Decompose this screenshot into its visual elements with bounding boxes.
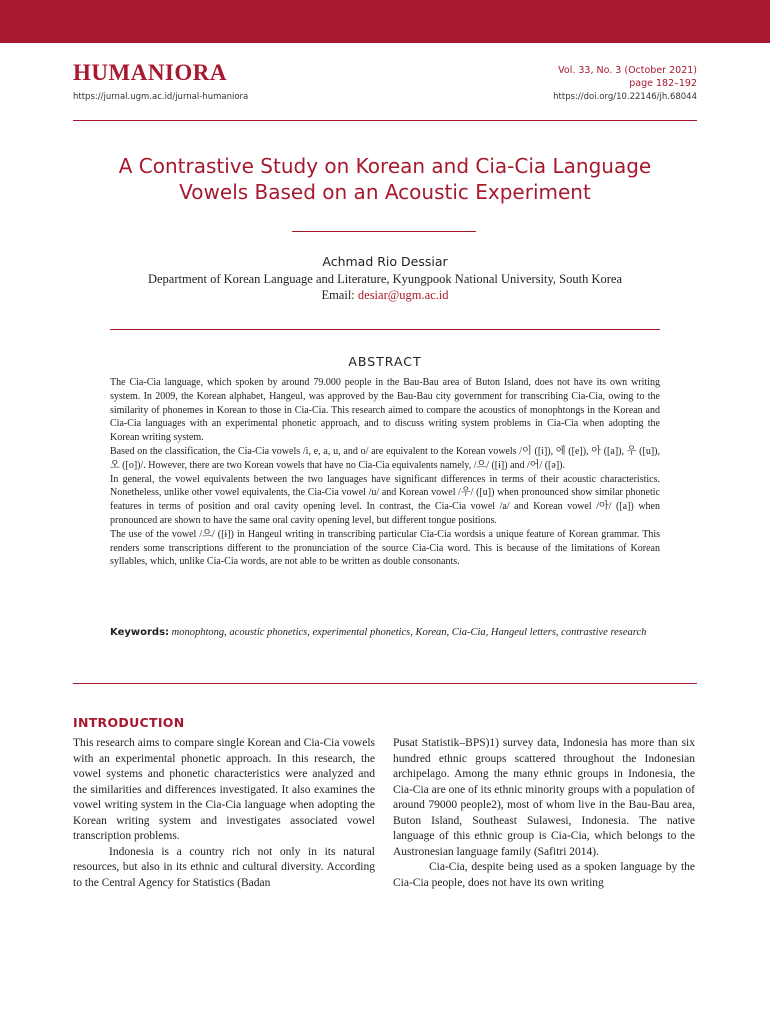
volume-info (558, 64, 697, 90)
abstract-top-divider (110, 329, 660, 330)
introduction-heading: INTRODUCTION (73, 715, 185, 730)
title-line-2: Vowels Based on an Acoustic Experiment (179, 180, 591, 204)
doi-link[interactable]: https://doi.org/10.22146/jh.68044 (553, 92, 697, 102)
title-divider (292, 231, 476, 232)
abstract-paragraph: Based on the classification, the Cia-Cia vowels /i, e, a, u, and o/ are equivalent to the Korean vowels /이 ([i]), 에 ([e]), 아 ([a]), 우 ([u]), 오 ([o])/. However, there are two Korean vowels that have no Cia-Cia equivalents namely, /으/ ([ɨ]) and /어/ ([ə]). (110, 445, 660, 471)
abstract-body (110, 376, 660, 569)
abstract-paragraph: In general, the vowel equivalents between the two languages have significant differences in terms of their acoustic characteristics. Nonetheless, unlike other vowel equivalents, the Cia-Cia vowel /u/ and Korean vowel /우/ ([u]) when pronounced show similar phonetic features in terms of position and oral cavity opening level. In contrast, the Cia-Cia vowel /a/ and Korean vowel /아/ ([a]) when pronounced are shown to have the same oral cavity opening level, but different tongue positions. (110, 473, 660, 526)
keywords (110, 626, 660, 641)
affiliation-text: Department of Korean Language and Literature, Kyungpook National University, South Korea (147, 272, 623, 286)
introduction-left-column (73, 736, 375, 891)
body-paragraph: This research aims to compare single Korean and Cia-Cia vowels with an experimental phonetic approach. In this research, the vowel systems and phonetic characteristics were analyzed and the similarities and differences investigated. It also examines the vowel writing system in the Cia-Cia language when adopting the Korean writing system and investigates associated vowel transcription problems. (73, 737, 375, 842)
keywords-label: Keywords: (110, 627, 170, 638)
author-email-line (0, 287, 770, 303)
email-label: Email: (321, 288, 355, 302)
journal-url[interactable]: https://jurnal.ugm.ac.id/jurnal-humaniora (73, 92, 249, 102)
author-name: Achmad Rio Dessiar (322, 254, 448, 269)
title-line-1: A Contrastive Study on Korean and Cia-Cia Language (118, 154, 652, 178)
author-affiliation (0, 271, 770, 303)
volume-issue: Vol. 33, No. 3 (October 2021) (558, 65, 697, 76)
header-divider (73, 120, 697, 121)
body-paragraph: Indonesia is a country rich not only in its natural resources, but also in its ethnic and cultural diversity. According to the Central Agency for Statistics (Badan (73, 845, 375, 889)
paper-title (60, 153, 710, 205)
body-paragraph: Cia-Cia, despite being used as a spoken language by the Cia-Cia people, does not have its own writing (393, 861, 695, 889)
top-banner (0, 0, 770, 43)
page-range: page 182–192 (629, 78, 697, 89)
body-paragraph: Pusat Statistik–BPS)1) survey data, Indonesia has more than six hundred ethnic groups scattered throughout the Indonesian archipelago. Among the many ethnic groups in Indonesia, the Cia-Cia are one of its ethnic minority groups with a population of around 79000 people2), most of whom live in the Bau-Bau area, Buton Island, Southeast Sulawesi, Indonesia. The native language of this ethnic group is Cia-Cia, which belongs to the Austronesian language family (Safitri 2014). (393, 737, 695, 858)
abstract-paragraph: The use of the vowel /으/ ([ɨ]) in Hangeul writing in transcribing particular Cia-Cia wordsis a unique feature of Korean grammar. This renders some transcriptions different to the pronunciation of the source Cia-Cia word. This is because of the limitations of Korean syllables, which, unlike Cia-Cia words, are not able to be written as double consonants. (110, 528, 660, 568)
keywords-text: monophtong, acoustic phonetics, experimental phonetics, Korean, Cia-Cia, Hangeul letters, contrastive research (171, 627, 647, 638)
journal-logo: HUMANIORA (73, 60, 227, 85)
abstract-heading: ABSTRACT (348, 354, 422, 369)
abstract-paragraph: The Cia-Cia language, which spoken by around 79.000 people in the Bau-Bau area of Buton Island, does not have its own writing system. In 2009, the Korean alphabet, Hangeul, was approved by the Bau-Bau city government for transcribing Cia-Cia, owing to the similarity of phonemes in Korean to those in Cia-Cia. This research aimed to compare the acoustics of monophtongs in the Korean and Cia-Cia languages with an experimental phonetic approach, and to discuss writing system problems in Cia-Cia when adopting the Korean writing system. (110, 377, 660, 444)
abstract-bottom-divider (73, 683, 697, 684)
email-link[interactable]: desiar@ugm.ac.id (357, 288, 449, 302)
introduction-right-column (393, 736, 695, 891)
